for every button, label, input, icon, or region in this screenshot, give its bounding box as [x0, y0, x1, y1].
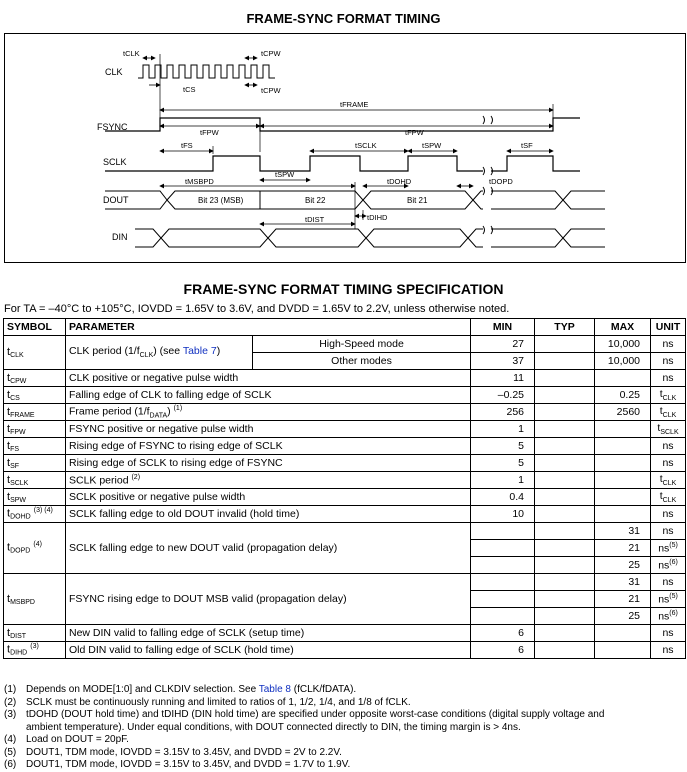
label-tcs: tCS: [183, 85, 196, 94]
min-value: 6: [471, 625, 535, 642]
header-symbol: SYMBOL: [4, 319, 66, 336]
table-row: [4, 506, 686, 523]
label-tframe: tFRAME: [340, 100, 369, 109]
param-tcs: Falling edge of CLK to falling edge of SCLK: [66, 387, 471, 404]
table-row: [4, 625, 686, 642]
label-tcpw-1: tCPW: [261, 49, 281, 58]
label-tdopd: tDOPD: [489, 177, 513, 186]
param-tmsbpd: FSYNC rising edge to DOUT MSB valid (propagation delay): [66, 574, 471, 625]
symbol-tcpw: $t_{CPW}$: [4, 370, 66, 387]
param-tsclk: SCLK period $^{(2)}$: [66, 472, 471, 489]
label-tdohd: tDOHD: [387, 177, 412, 186]
max-value: 25: [595, 608, 651, 625]
max-value: 21: [595, 540, 651, 557]
max-value: [595, 642, 651, 659]
min-value: –0.25: [471, 387, 535, 404]
symbol-tdohd: $t_{DOHD}$ $^{(3) (4)}$: [4, 506, 66, 523]
table7-link[interactable]: Table 7: [182, 345, 217, 358]
symbol-tdihd: $t_{DIHD}$ $^{(3)}$: [4, 642, 66, 659]
unit-value: $ns^{(5)}$: [651, 591, 686, 608]
symbol-tframe: $t_{FRAME}$: [4, 404, 66, 421]
table-row: [4, 404, 686, 421]
footnote-3: (3) tDOHD (DOUT hold time) and tDIHD (DIN hold time) are specified under opposite worst-case conditions (digital supply voltage and: [4, 709, 605, 720]
unit-value: ns: [651, 370, 686, 387]
max-value: [595, 506, 651, 523]
max-value: 31: [595, 523, 651, 540]
symbol-tfs: $t_{FS}$: [4, 438, 66, 455]
unit-value: ns: [651, 438, 686, 455]
symbol-tsf: $t_{SF}$: [4, 455, 66, 472]
header-parameter: PARAMETER: [66, 319, 471, 336]
symbol-tspw: $t_{SPW}$: [4, 489, 66, 506]
symbol-tdopd: $t_{DOPD}$ $^{(4)}$: [4, 523, 66, 574]
dout-bit21: Bit 21: [407, 196, 428, 205]
unit-value: $ns^{(6)}$: [651, 557, 686, 574]
table-row: [4, 523, 686, 540]
param-tspw: SCLK positive or negative pulse width: [66, 489, 471, 506]
fsync-waveform: [105, 118, 580, 131]
max-value: [595, 421, 651, 438]
table-row: [4, 336, 686, 353]
min-value: 1: [471, 421, 535, 438]
param-tfs: Rising edge of FSYNC to rising edge of SCLK: [66, 438, 471, 455]
min-value: 11: [471, 370, 535, 387]
table-row: [4, 472, 686, 489]
table-row: [4, 387, 686, 404]
max-value: 31: [595, 574, 651, 591]
param-tcpw: CLK positive or negative pulse width: [66, 370, 471, 387]
dout-bit23: Bit 23 (MSB): [198, 196, 244, 205]
label-tspw-1: tSPW: [422, 141, 442, 150]
footnote-2: (2) SCLK must be continuously running and limited to ratios of 1, 1/2, 1/4, and 1/8 of fCLK.: [4, 696, 411, 708]
header-min: MIN: [471, 319, 535, 336]
unit-value: $t_{CLK}$: [651, 404, 686, 421]
table-row: [4, 642, 686, 659]
label-tfpw-2: tFPW: [405, 128, 424, 137]
table-row: [4, 438, 686, 455]
max-value: [595, 455, 651, 472]
param-tdohd: SCLK falling edge to old DOUT invalid (hold time): [66, 506, 471, 523]
break-marks: [483, 116, 493, 234]
mode-other: Other modes: [253, 353, 471, 370]
header-max: MAX: [595, 319, 651, 336]
table-row: [4, 421, 686, 438]
unit-value: $t_{CLK}$: [651, 387, 686, 404]
max-value: [595, 625, 651, 642]
table-row: [4, 489, 686, 506]
label-tspw-2: tSPW: [275, 170, 295, 179]
min-value: 0.4: [471, 489, 535, 506]
min-value: 27: [471, 336, 535, 353]
signal-sclk-label: SCLK: [103, 157, 127, 167]
max-value: 2560: [595, 404, 651, 421]
min-value: 256: [471, 404, 535, 421]
timing-diagram: [4, 33, 686, 263]
label-tsf: tSF: [521, 141, 533, 150]
unit-value: ns: [651, 506, 686, 523]
header-typ: TYP: [535, 319, 595, 336]
min-value: 5: [471, 455, 535, 472]
unit-value: ns: [651, 336, 686, 353]
param-tclk: CLK period $(1/f_{CLK})$ (see Table 7): [66, 336, 253, 370]
table8-link[interactable]: Table 8: [258, 684, 291, 695]
min-value: 1: [471, 472, 535, 489]
max-value: [595, 472, 651, 489]
unit-value: ns: [651, 455, 686, 472]
header-unit: UNIT: [651, 319, 686, 336]
signal-din-label: DIN: [112, 232, 128, 242]
table-header-row: [4, 319, 686, 336]
sclk-waveform: [105, 156, 580, 171]
signal-clk-label: CLK: [105, 67, 123, 77]
mode-high-speed: High-Speed mode: [253, 336, 471, 353]
label-tclk: tCLK: [123, 49, 140, 58]
table-row: [4, 574, 686, 591]
min-value: 5: [471, 438, 535, 455]
unit-value: $ns^{(6)}$: [651, 608, 686, 625]
spec-table: [3, 318, 686, 659]
dout-bit22: Bit 22: [305, 196, 326, 205]
unit-value: $t_{SCLK}$: [651, 421, 686, 438]
label-tcpw-2: tCPW: [261, 86, 281, 95]
min-value: 6: [471, 642, 535, 659]
signal-dout-label: DOUT: [103, 195, 129, 205]
unit-value: ns: [651, 523, 686, 540]
max-value: [595, 370, 651, 387]
timing-title: FRAME-SYNC FORMAT TIMING: [246, 11, 441, 26]
label-tdihd: tDIHD: [367, 213, 388, 222]
param-tdopd: SCLK falling edge to new DOUT valid (propagation delay): [66, 523, 471, 574]
footnote-3-cont: ambient temperature). Under equal conditions, with DOUT connected directly to DIN, the timing margin is > 4ns.: [26, 721, 521, 733]
symbol-tcs: $t_{CS}$: [4, 387, 66, 404]
min-value: 37: [471, 353, 535, 370]
max-value: 10,000: [595, 336, 651, 353]
clk-waveform: [138, 65, 275, 78]
max-value: [595, 438, 651, 455]
max-value: 21: [595, 591, 651, 608]
label-tmsbpd: tMSBPD: [185, 177, 214, 186]
unit-value: ns: [651, 625, 686, 642]
footnote-6: (6) DOUT1, TDM mode, IOVDD = 3.15V to 3.45V, and DVDD = 1.7V to 1.9V.: [4, 759, 351, 770]
max-value: 25: [595, 557, 651, 574]
symbol-tsclk: $t_{SCLK}$: [4, 472, 66, 489]
symbol-tclk: $t_{CLK}$: [4, 336, 66, 370]
unit-value: $ns^{(5)}$: [651, 540, 686, 557]
label-tdist: tDIST: [305, 215, 325, 224]
unit-value: $t_{CLK}$: [651, 472, 686, 489]
unit-value: ns: [651, 353, 686, 370]
footnote-1: (1) Depends on MODE[1:0] and CLKDIV selection. See Table 8 (fCLK/fDATA).: [4, 684, 357, 695]
symbol-tdist: $t_{DIST}$: [4, 625, 66, 642]
param-tsf: Rising edge of SCLK to rising edge of FSYNC: [66, 455, 471, 472]
din-waveform: [135, 229, 605, 247]
param-tdihd: Old DIN valid to falling edge of SCLK (hold time): [66, 642, 471, 659]
table-row: [4, 370, 686, 387]
max-value: 10,000: [595, 353, 651, 370]
unit-value: ns: [651, 642, 686, 659]
label-tsclk: tSCLK: [355, 141, 377, 150]
timing-diagram-svg: [5, 34, 685, 262]
symbol-tfpw: $t_{FPW}$: [4, 421, 66, 438]
conditions-text: For TA = –40°C to +105°C, IOVDD = 1.65V to 3.6V, and DVDD = 1.65V to 2.2V, unless otherwise noted.: [4, 303, 510, 315]
label-tfpw-1: tFPW: [200, 128, 219, 137]
unit-value: ns: [651, 574, 686, 591]
spec-title: FRAME-SYNC FORMAT TIMING SPECIFICATION: [183, 281, 504, 297]
symbol-tmsbpd: $t_{MSBPD}$: [4, 574, 66, 625]
param-tframe: Frame period $(1/f_{DATA})$ $^{(1)}$: [66, 404, 471, 421]
param-tfpw: FSYNC positive or negative pulse width: [66, 421, 471, 438]
param-tdist: New DIN valid to falling edge of SCLK (setup time): [66, 625, 471, 642]
max-value: [595, 489, 651, 506]
signal-fsync-label: FSYNC: [97, 122, 128, 132]
footnote-4: (4) Load on DOUT = 20pF.: [4, 734, 129, 745]
unit-value: $t_{CLK}$: [651, 489, 686, 506]
footnotes: [4, 684, 604, 772]
label-tfs: tFS: [181, 141, 193, 150]
min-value: 10: [471, 506, 535, 523]
max-value: 0.25: [595, 387, 651, 404]
footnote-5: (5) DOUT1, TDM mode, IOVDD = 3.15V to 3.45V, and DVDD = 2V to 2.2V.: [4, 746, 342, 758]
table-row: [4, 455, 686, 472]
